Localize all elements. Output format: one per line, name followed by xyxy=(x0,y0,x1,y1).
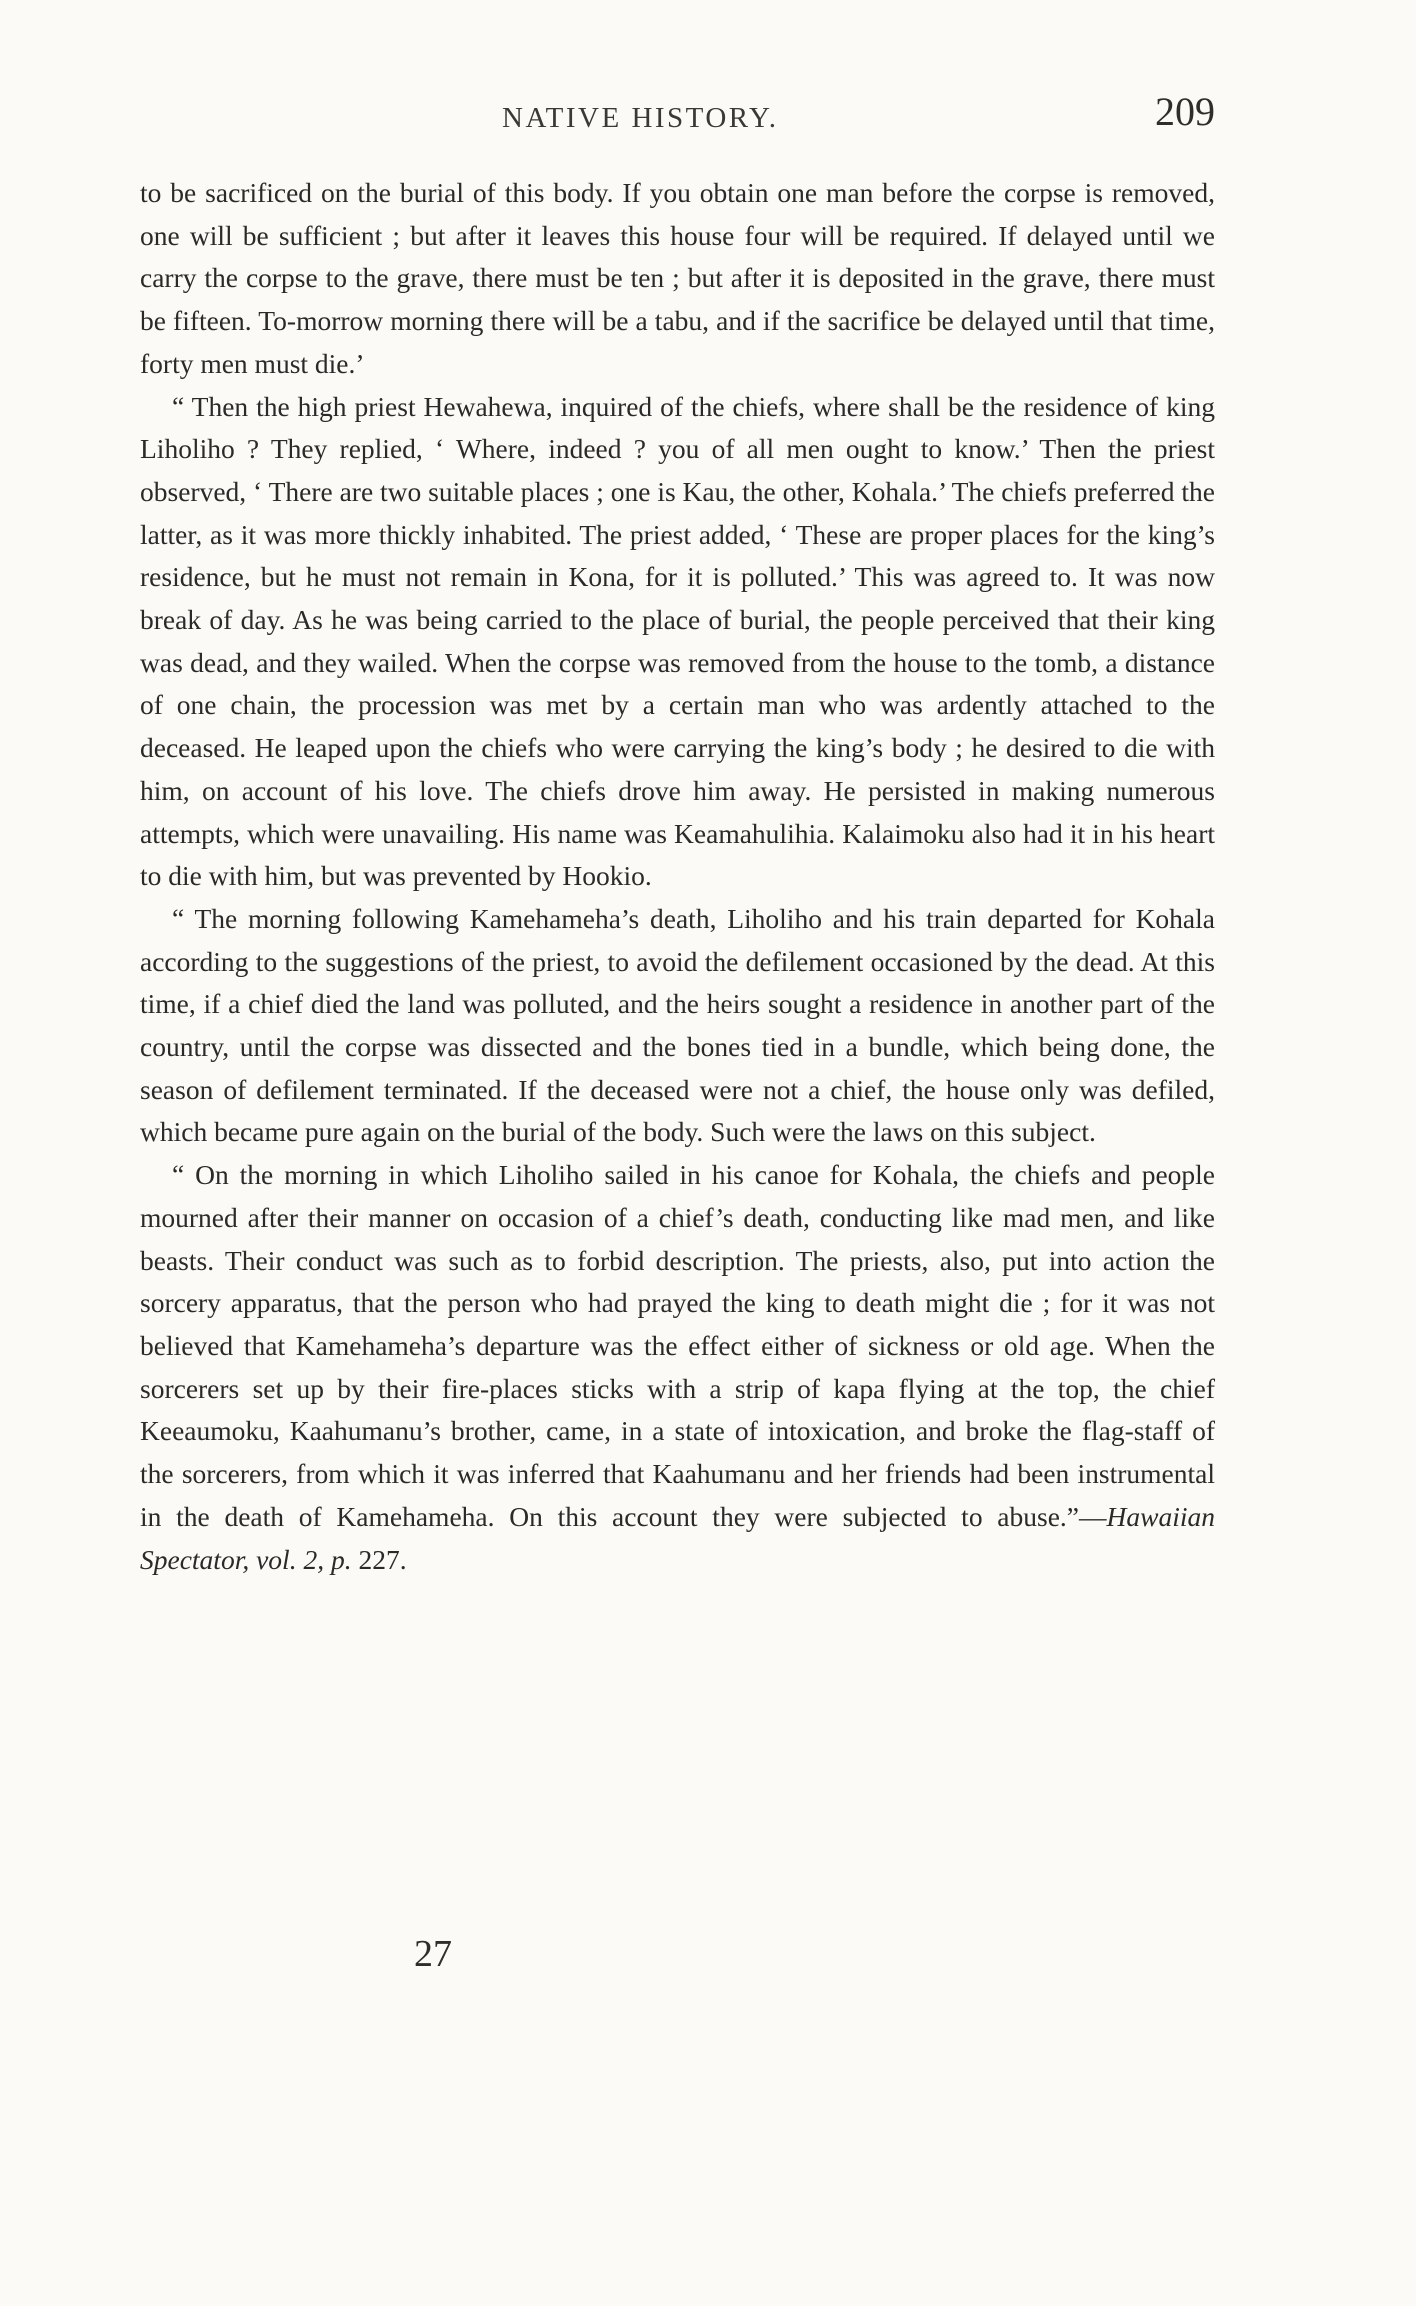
paragraph-4 xyxy=(140,1154,1215,1581)
paragraph-3: “ The morning following Kamehameha’s death, Liholiho and his train departed for Kohala according to the suggestions of the priest, to avoid the defilement occasioned by the dead. At this time, if a chief died the land was polluted, and the heirs sought a residence in another part of the country, until the corpse was dissected and the bones tied in a bundle, which being done, the season of defilement terminated. If the deceased were not a chief, the house only was defiled, which became pure again on the burial of the body. Such were the laws on this subject. xyxy=(140,902,1215,1148)
paragraph-4-text: “ On the morning in which Liholiho sailed in his canoe for Kohala, the chiefs and people mourned after their manner on occasion of a chief’s death, conducting like mad men, and like beasts. Their conduct was such as to forbid description. The priests, also, put into action the sorcery apparatus, that the person who had prayed the king to death might die ; for it was not believed that Kamehameha’s departure was the effect either of sickness or old age. When the sorcerers set up by their fire-places sticks with a strip of kapa flying at the top, the chief Keeaumoku, Kaahumanu’s brother, came, in a state of intoxication, and broke the flag-staff of the sorcerers, from which it was inferred that Kaahumanu and her friends had been instrumental in the death of Kamehameha. On this account they were subjected to abuse.”— xyxy=(140,1159,1215,1532)
citation-source: Hawaiian Spectator, vol. 2, p. xyxy=(140,1500,1215,1575)
signature-mark: 27 xyxy=(414,1933,452,1975)
paragraph-2: “ Then the high priest Hewahewa, inquired of the chiefs, where shall be the residence of king Liholiho ? They replied, ‘ Where, indeed ? you of all men ought to know.’ Then the priest observed, ‘ There are two suitable places ; one is Kau, the other, Kohala.’ The chiefs preferred the latter, as it was more thickly inhabited. The priest added, ‘ These are proper places for the king’s residence, but he must not remain in Kona, for it is polluted.’ This was agreed to. It was now break of day. As he was being carried to the place of burial, the people perceived that their king was dead, and they wailed. When the corpse was removed from the house to the tomb, a distance of one chain, the procession was met by a certain man who was ardently attached to the deceased. He leaped upon the chiefs who were carrying the king’s body ; he desired to die with him, on account of his love. The chiefs drove him away. He persisted in making numerous attempts, which were unavailing. His name was Keamahulihia. Kalaimoku also had it in his heart to die with him, but was prevented by Hookio. xyxy=(140,390,1215,892)
body-text xyxy=(140,172,1215,1581)
running-title: NATIVE HISTORY. xyxy=(502,102,779,134)
citation-page: 227. xyxy=(351,1543,407,1575)
page-number: 209 xyxy=(1155,89,1215,134)
paragraph-1: to be sacrificed on the burial of this body. If you obtain one man before the corpse is removed, one will be sufficient ; but after it leaves this house four will be required. If delayed until we carry the corpse to the grave, there must be ten ; but after it is deposited in the grave, there must be fifteen. To-morrow morning there will be a tabu, and if the sacrifice be delayed until that time, forty men must die.’ xyxy=(140,177,1215,379)
page-header xyxy=(140,88,1215,148)
